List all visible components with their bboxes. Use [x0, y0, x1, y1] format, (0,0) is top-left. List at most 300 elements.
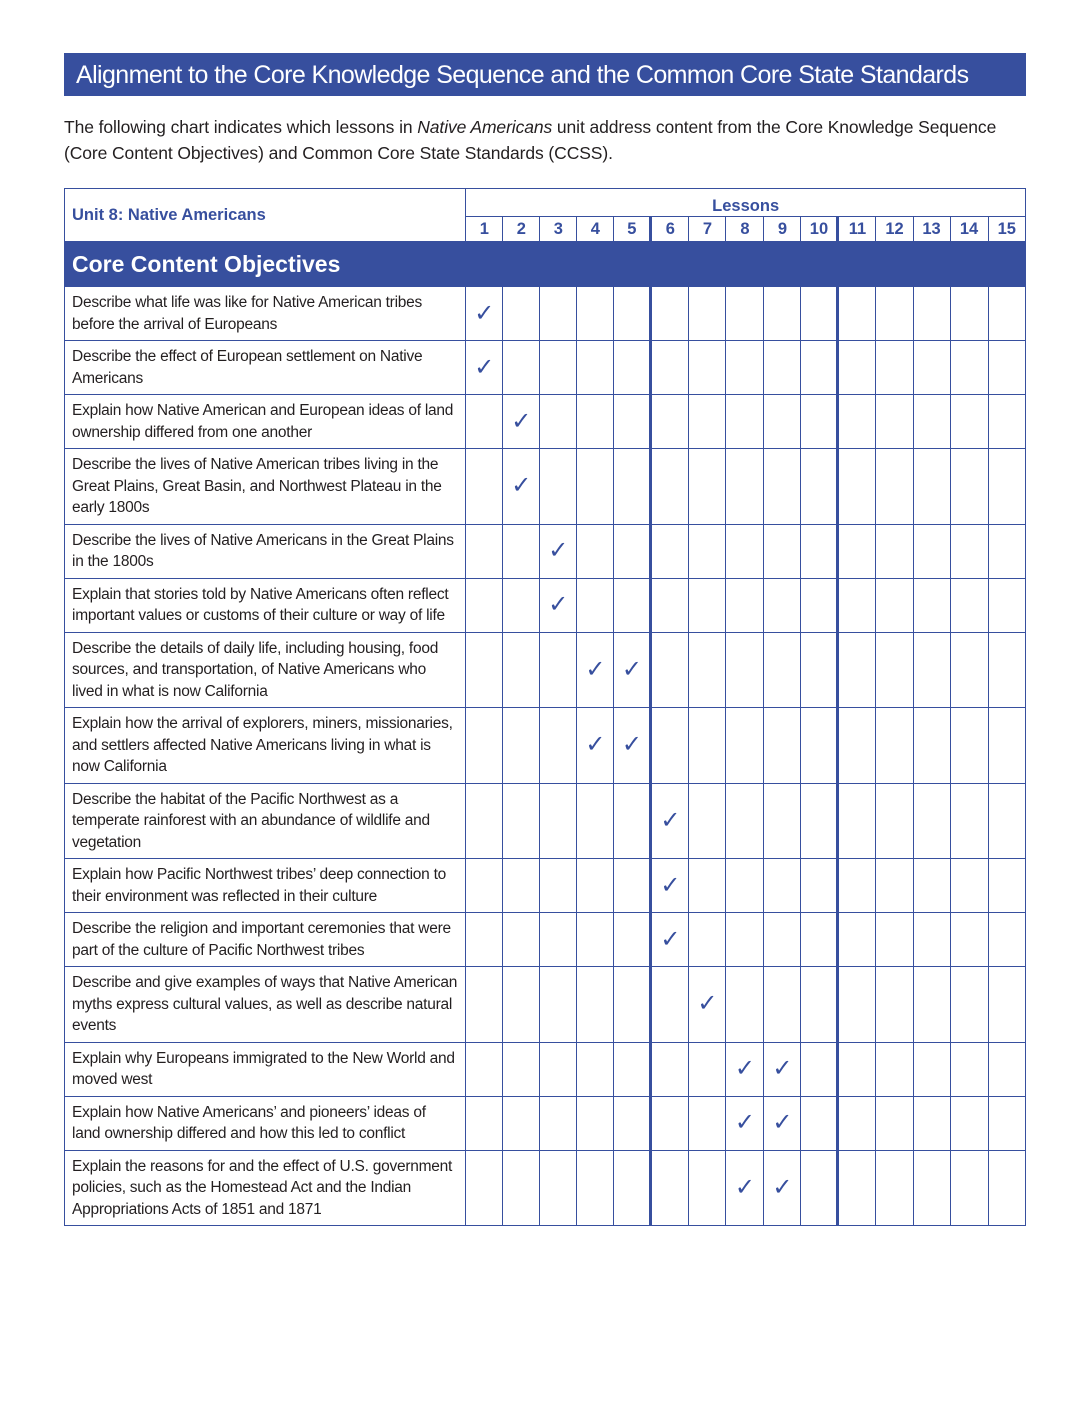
lesson-cell	[689, 859, 726, 913]
objective-row	[65, 708, 1026, 784]
lesson-cell	[764, 859, 801, 913]
lesson-cell	[503, 859, 540, 913]
lesson-cell	[764, 449, 801, 525]
lesson-cell	[801, 1042, 838, 1096]
lesson-cell	[540, 913, 577, 967]
lesson-number: 8	[726, 217, 764, 242]
lesson-cell	[614, 341, 651, 395]
check-icon: ✓	[697, 990, 718, 1018]
lesson-cell	[838, 967, 876, 1043]
lesson-cell	[651, 783, 689, 859]
lesson-cell	[726, 287, 764, 341]
lesson-number: 2	[503, 217, 540, 242]
lesson-cell	[651, 1150, 689, 1226]
lesson-cell	[913, 1150, 950, 1226]
lesson-cell	[913, 859, 950, 913]
lesson-cell	[801, 708, 838, 784]
lesson-cell	[577, 859, 614, 913]
lesson-number: 4	[577, 217, 614, 242]
lesson-cell	[503, 967, 540, 1043]
lesson-cell	[876, 708, 913, 784]
check-icon: ✓	[511, 472, 532, 500]
lesson-cell	[466, 341, 503, 395]
lesson-number: 11	[838, 217, 876, 242]
lesson-cell	[651, 708, 689, 784]
check-icon: ✓	[734, 1109, 755, 1136]
lesson-cell	[689, 783, 726, 859]
lesson-cell	[988, 632, 1025, 708]
lesson-cell	[838, 1042, 876, 1096]
lesson-cell	[577, 913, 614, 967]
lesson-cell	[651, 287, 689, 341]
lesson-cell	[689, 708, 726, 784]
lesson-cell	[764, 287, 801, 341]
lesson-cell	[801, 1096, 838, 1150]
lesson-cell	[988, 1042, 1025, 1096]
lesson-cell	[503, 783, 540, 859]
lesson-cell	[764, 708, 801, 784]
lesson-cell	[838, 632, 876, 708]
lesson-cell	[614, 1150, 651, 1226]
check-icon: ✓	[511, 407, 532, 435]
lesson-cell	[466, 783, 503, 859]
objective-row	[65, 287, 1026, 341]
lesson-cell	[988, 524, 1025, 578]
lesson-cell	[689, 1042, 726, 1096]
lesson-cell	[614, 1042, 651, 1096]
lesson-cell	[577, 449, 614, 525]
lesson-cell	[651, 1096, 689, 1150]
lesson-cell	[913, 395, 950, 449]
lesson-cell	[503, 708, 540, 784]
lesson-cell	[876, 1150, 913, 1226]
lesson-cell	[801, 913, 838, 967]
lesson-cell	[614, 395, 651, 449]
lesson-number: 9	[764, 217, 801, 242]
check-icon: ✓	[772, 1055, 793, 1082]
objective-text: Explain why Europeans immigrated to the New World and moved west	[65, 1042, 466, 1096]
check-icon: ✓	[734, 1055, 755, 1082]
lesson-cell	[913, 632, 950, 708]
lesson-cell	[950, 1150, 988, 1226]
lesson-cell	[764, 1150, 801, 1226]
lesson-cell	[913, 1096, 950, 1150]
lesson-cell	[689, 578, 726, 632]
alignment-table	[64, 188, 1026, 1226]
lesson-cell	[540, 632, 577, 708]
lesson-cell	[913, 524, 950, 578]
lessons-header: Lessons	[466, 189, 1026, 217]
lesson-cell	[503, 1042, 540, 1096]
lesson-cell	[988, 449, 1025, 525]
lesson-cell	[614, 859, 651, 913]
lesson-number: 3	[540, 217, 577, 242]
objective-row	[65, 1150, 1026, 1226]
unit-label: Unit 8: Native Americans	[65, 189, 466, 242]
intro-unit-name: Native Americans	[417, 117, 553, 137]
lesson-cell	[950, 859, 988, 913]
lesson-cell	[540, 967, 577, 1043]
lesson-cell	[764, 341, 801, 395]
lesson-number: 6	[651, 217, 689, 242]
lesson-cell	[876, 1042, 913, 1096]
lesson-cell	[801, 395, 838, 449]
lesson-cell	[614, 632, 651, 708]
lesson-cell	[726, 859, 764, 913]
lesson-cell	[540, 287, 577, 341]
lesson-cell	[577, 967, 614, 1043]
lesson-cell	[950, 708, 988, 784]
intro-text-start: The following chart indicates which lessons in	[64, 117, 418, 137]
lesson-cell	[913, 1042, 950, 1096]
lesson-cell	[689, 524, 726, 578]
lesson-cell	[950, 632, 988, 708]
lesson-cell	[614, 708, 651, 784]
objective-text: Describe the effect of European settlement on Native Americans	[65, 341, 466, 395]
lesson-number: 5	[614, 217, 651, 242]
lesson-cell	[577, 524, 614, 578]
lesson-cell	[913, 341, 950, 395]
table-header-row	[65, 189, 1026, 217]
objective-row	[65, 783, 1026, 859]
lesson-cell	[540, 1150, 577, 1226]
lesson-cell	[913, 708, 950, 784]
lesson-cell	[614, 1096, 651, 1150]
check-icon: ✓	[585, 731, 606, 759]
lesson-cell	[614, 524, 651, 578]
lesson-cell	[466, 524, 503, 578]
lesson-cell	[876, 913, 913, 967]
lesson-cell	[726, 395, 764, 449]
lesson-cell	[950, 449, 988, 525]
lesson-cell	[577, 341, 614, 395]
lesson-cell	[913, 783, 950, 859]
lesson-cell	[838, 524, 876, 578]
lesson-cell	[651, 859, 689, 913]
objective-text: Describe the lives of Native American tribes living in the Great Plains, Great Basin, and Northwest Plateau in the early 1800s	[65, 449, 466, 525]
lesson-cell	[503, 578, 540, 632]
lesson-cell	[726, 524, 764, 578]
lesson-number: 1	[466, 217, 503, 242]
lesson-cell	[577, 783, 614, 859]
lesson-cell	[689, 287, 726, 341]
lesson-cell	[540, 708, 577, 784]
lesson-cell	[764, 395, 801, 449]
objective-row	[65, 859, 1026, 913]
lesson-cell	[651, 967, 689, 1043]
lesson-cell	[726, 449, 764, 525]
objective-row	[65, 967, 1026, 1043]
lesson-cell	[466, 859, 503, 913]
lesson-cell	[838, 1150, 876, 1226]
lesson-cell	[950, 395, 988, 449]
lesson-cell	[876, 1096, 913, 1150]
lesson-cell	[950, 341, 988, 395]
lesson-cell	[801, 1150, 838, 1226]
lesson-cell	[801, 632, 838, 708]
lesson-number: 14	[950, 217, 988, 242]
objective-row	[65, 578, 1026, 632]
lesson-cell	[540, 395, 577, 449]
lesson-cell	[651, 578, 689, 632]
lesson-cell	[950, 913, 988, 967]
lesson-number: 13	[913, 217, 950, 242]
objective-text: Explain that stories told by Native Americans often reflect important values or customs of their culture or way of life	[65, 578, 466, 632]
lesson-cell	[503, 1150, 540, 1226]
lesson-cell	[503, 524, 540, 578]
check-icon: ✓	[548, 591, 569, 618]
lesson-cell	[689, 395, 726, 449]
objective-text: Explain how Native Americans’ and pioneers’ ideas of land ownership differed and how this led to conflict	[65, 1096, 466, 1150]
check-icon: ✓	[772, 1109, 793, 1136]
lesson-cell	[689, 1096, 726, 1150]
lesson-cell	[726, 913, 764, 967]
lesson-cell	[466, 578, 503, 632]
lesson-cell	[466, 632, 503, 708]
lesson-cell	[577, 1150, 614, 1226]
lesson-cell	[913, 913, 950, 967]
lesson-cell	[988, 287, 1025, 341]
objective-text: Describe the habitat of the Pacific Northwest as a temperate rainforest with an abundance of wildlife and vegetation	[65, 783, 466, 859]
lesson-cell	[651, 632, 689, 708]
objective-row	[65, 1042, 1026, 1096]
lesson-cell	[689, 913, 726, 967]
lesson-cell	[726, 1096, 764, 1150]
lesson-cell	[913, 967, 950, 1043]
lesson-cell	[988, 708, 1025, 784]
check-icon: ✓	[474, 299, 495, 327]
objective-row	[65, 341, 1026, 395]
check-icon: ✓	[585, 655, 606, 683]
lesson-cell	[466, 287, 503, 341]
lesson-cell	[876, 783, 913, 859]
lesson-cell	[689, 449, 726, 525]
check-icon: ✓	[621, 655, 642, 683]
lesson-cell	[764, 913, 801, 967]
lesson-cell	[503, 1096, 540, 1150]
lesson-cell	[466, 708, 503, 784]
lesson-cell	[651, 913, 689, 967]
lesson-cell	[614, 578, 651, 632]
lesson-cell	[988, 859, 1025, 913]
lesson-cell	[838, 708, 876, 784]
objective-text: Describe the details of daily life, including housing, food sources, and transportation, of Native Americans who lived in what is now California	[65, 632, 466, 708]
objective-row	[65, 1096, 1026, 1150]
lesson-cell	[876, 859, 913, 913]
lesson-cell	[466, 1042, 503, 1096]
objective-row	[65, 395, 1026, 449]
lesson-cell	[764, 783, 801, 859]
lesson-cell	[614, 783, 651, 859]
lesson-cell	[950, 1096, 988, 1150]
lesson-cell	[801, 341, 838, 395]
objective-text: Explain how Pacific Northwest tribes’ deep connection to their environment was reflected in their culture	[65, 859, 466, 913]
lesson-cell	[503, 287, 540, 341]
objective-text: Describe what life was like for Native American tribes before the arrival of Europeans	[65, 287, 466, 341]
lesson-cell	[801, 859, 838, 913]
lesson-cell	[764, 578, 801, 632]
lesson-cell	[988, 578, 1025, 632]
lesson-cell	[651, 524, 689, 578]
lesson-cell	[988, 967, 1025, 1043]
objective-row	[65, 913, 1026, 967]
lesson-cell	[540, 1042, 577, 1096]
lesson-cell	[876, 341, 913, 395]
lesson-cell	[651, 449, 689, 525]
lesson-cell	[503, 449, 540, 525]
lesson-cell	[988, 341, 1025, 395]
objective-text: Describe and give examples of ways that Native American myths express cultural values, as well as describe natural events	[65, 967, 466, 1043]
lesson-cell	[503, 632, 540, 708]
lesson-cell	[726, 967, 764, 1043]
lesson-cell	[876, 287, 913, 341]
lesson-cell	[689, 632, 726, 708]
lesson-cell	[466, 1096, 503, 1150]
objective-text: Describe the lives of Native Americans in the Great Plains in the 1800s	[65, 524, 466, 578]
lesson-cell	[950, 524, 988, 578]
check-icon: ✓	[548, 537, 569, 564]
objective-text: Describe the religion and important ceremonies that were part of the culture of Pacific Northwest tribes	[65, 913, 466, 967]
lesson-cell	[577, 1042, 614, 1096]
lesson-cell	[988, 395, 1025, 449]
lesson-cell	[801, 287, 838, 341]
lesson-cell	[876, 524, 913, 578]
section-row	[65, 242, 1026, 287]
lesson-cell	[838, 859, 876, 913]
lesson-cell	[801, 578, 838, 632]
objective-row	[65, 449, 1026, 525]
lesson-number: 12	[876, 217, 913, 242]
lesson-cell	[838, 783, 876, 859]
lesson-cell	[503, 395, 540, 449]
lesson-cell	[726, 578, 764, 632]
lesson-cell	[689, 1150, 726, 1226]
lesson-cell	[503, 913, 540, 967]
lesson-cell	[801, 783, 838, 859]
lesson-cell	[913, 287, 950, 341]
lesson-cell	[726, 1042, 764, 1096]
lesson-cell	[988, 913, 1025, 967]
page-title: Alignment to the Core Knowledge Sequence and the Common Core State Standards	[64, 53, 1026, 96]
lesson-cell	[838, 341, 876, 395]
lesson-cell	[876, 449, 913, 525]
lesson-cell	[726, 783, 764, 859]
lesson-cell	[950, 1042, 988, 1096]
lesson-cell	[540, 524, 577, 578]
lesson-cell	[988, 1096, 1025, 1150]
lesson-cell	[540, 578, 577, 632]
lesson-cell	[913, 449, 950, 525]
lesson-cell	[540, 783, 577, 859]
lesson-cell	[466, 967, 503, 1043]
lesson-cell	[764, 1096, 801, 1150]
lesson-cell	[801, 449, 838, 525]
lesson-cell	[614, 449, 651, 525]
lesson-cell	[726, 708, 764, 784]
intro-paragraph	[64, 114, 1026, 166]
lesson-cell	[577, 395, 614, 449]
alignment-table-body	[65, 189, 1026, 1226]
lesson-cell	[689, 967, 726, 1043]
lesson-cell	[838, 287, 876, 341]
lesson-cell	[876, 967, 913, 1043]
lesson-cell	[540, 341, 577, 395]
lesson-cell	[838, 1096, 876, 1150]
intro-text-end: unit address content from the Core Knowledge Sequence (Core Content Objectives) and Common Core State Standards (CCSS).	[64, 117, 997, 163]
lesson-cell	[540, 449, 577, 525]
lesson-cell	[651, 1042, 689, 1096]
lesson-cell	[838, 449, 876, 525]
lesson-cell	[614, 967, 651, 1043]
lesson-cell	[689, 341, 726, 395]
lesson-cell	[950, 783, 988, 859]
lesson-cell	[466, 913, 503, 967]
check-icon: ✓	[474, 353, 495, 381]
lesson-cell	[764, 1042, 801, 1096]
lesson-cell	[577, 708, 614, 784]
lesson-cell	[764, 632, 801, 708]
check-icon: ✓	[621, 731, 642, 759]
lesson-cell	[651, 395, 689, 449]
lesson-cell	[540, 859, 577, 913]
lesson-cell	[988, 783, 1025, 859]
lesson-cell	[988, 1150, 1025, 1226]
lesson-cell	[876, 395, 913, 449]
objective-text: Explain how the arrival of explorers, miners, missionaries, and settlers affected Native Americans living in what is now California	[65, 708, 466, 784]
check-icon: ✓	[660, 871, 681, 899]
objective-text: Explain how Native American and European ideas of land ownership differed from one another	[65, 395, 466, 449]
lesson-cell	[726, 1150, 764, 1226]
lesson-cell	[876, 632, 913, 708]
lesson-cell	[577, 1096, 614, 1150]
check-icon: ✓	[660, 806, 681, 834]
lesson-cell	[726, 341, 764, 395]
lesson-cell	[466, 395, 503, 449]
lesson-cell	[577, 578, 614, 632]
lesson-cell	[950, 287, 988, 341]
lesson-number: 7	[689, 217, 726, 242]
check-icon: ✓	[660, 925, 681, 953]
lesson-cell	[838, 578, 876, 632]
lesson-cell	[764, 967, 801, 1043]
lesson-cell	[614, 913, 651, 967]
lesson-number: 15	[988, 217, 1025, 242]
lesson-cell	[950, 578, 988, 632]
lesson-cell	[726, 632, 764, 708]
lesson-cell	[801, 524, 838, 578]
lesson-cell	[614, 287, 651, 341]
lesson-cell	[651, 341, 689, 395]
lesson-cell	[764, 524, 801, 578]
lesson-cell	[950, 967, 988, 1043]
check-icon: ✓	[734, 1173, 755, 1201]
lesson-cell	[838, 395, 876, 449]
lesson-cell	[577, 287, 614, 341]
lesson-cell	[466, 1150, 503, 1226]
lesson-cell	[540, 1096, 577, 1150]
objective-text: Explain the reasons for and the effect of U.S. government policies, such as the Homestead Act and the Indian Appropriations Acts of 1851 and 1871	[65, 1150, 466, 1226]
lesson-cell	[577, 632, 614, 708]
lesson-number: 10	[801, 217, 838, 242]
lesson-cell	[466, 449, 503, 525]
lesson-cell	[838, 913, 876, 967]
lesson-cell	[913, 578, 950, 632]
lesson-cell	[876, 578, 913, 632]
section-title: Core Content Objectives	[65, 242, 1026, 287]
objective-row	[65, 632, 1026, 708]
lesson-cell	[503, 341, 540, 395]
objective-row	[65, 524, 1026, 578]
